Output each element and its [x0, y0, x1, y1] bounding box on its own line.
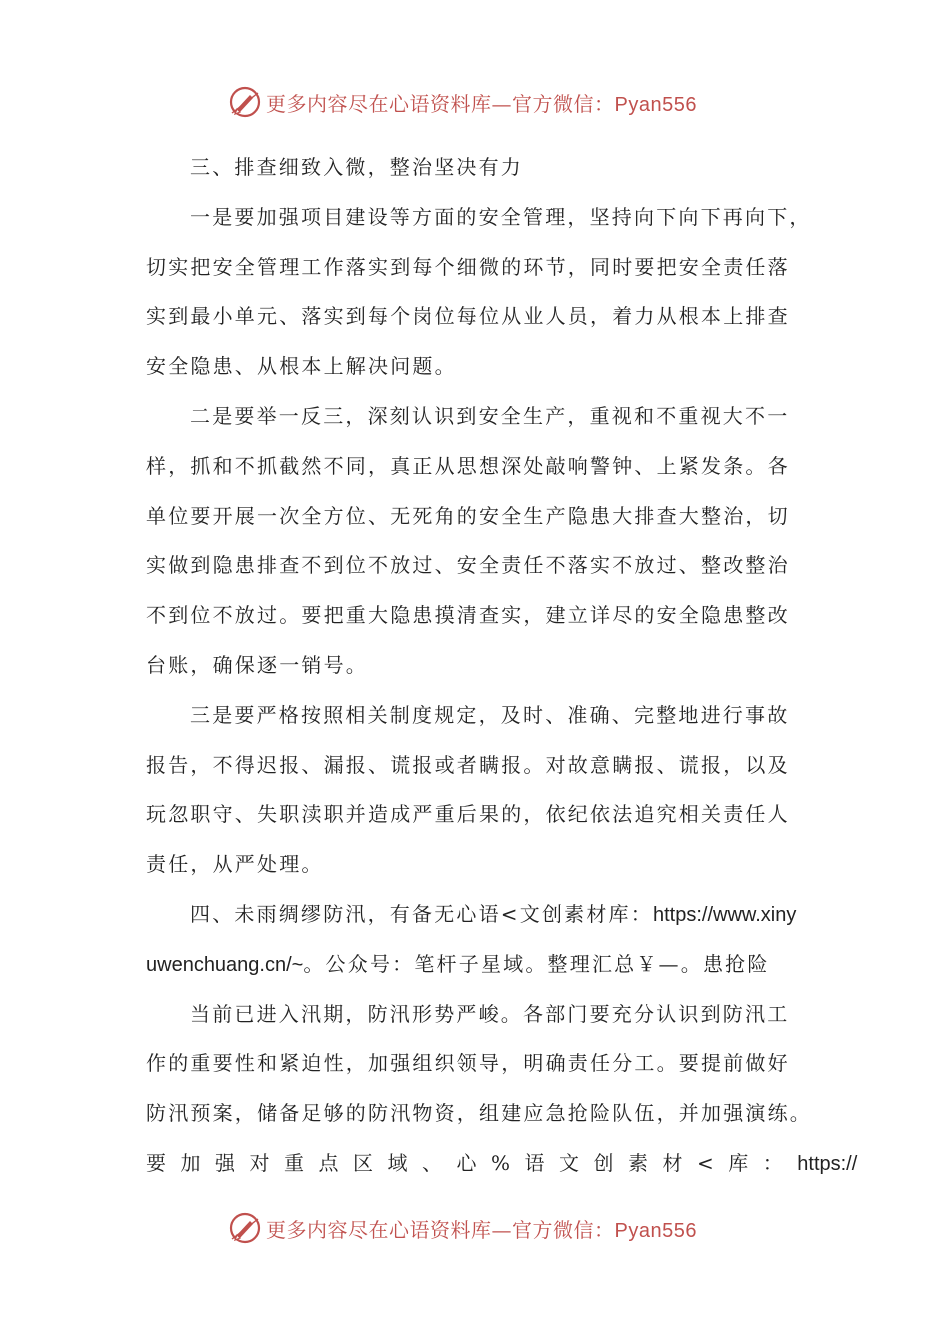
paragraph-line: 作的重要性和紧迫性，加强组织领导，明确责任分工。要提前做好	[146, 1051, 790, 1076]
section-heading: 四、未雨绸缪防汛，有备无心语<文创素材库：https://www.xiny	[190, 901, 797, 926]
inline-url: https://www.xiny	[652, 903, 797, 926]
paragraph-line: 防汛预案，储备足够的防汛物资，组建应急抢险队伍，并加强演练。	[146, 1101, 812, 1126]
footer-banner	[228, 1208, 748, 1248]
paragraph-line: 当前已进入汛期，防汛形势严峻。各部门要充分认识到防汛工	[190, 1001, 790, 1026]
paragraph-line: 样，抓和不抓截然不同，真正从思想深处敲响警钟、上紧发条。各	[146, 453, 790, 478]
paragraph-line: 不到位不放过。要把重大隐患摸清查实，建立详尽的安全隐患整改	[146, 603, 790, 628]
paragraph-line: 安全隐患、从根本上解决问题。	[146, 354, 457, 379]
paragraph-line: 三是要严格按照相关制度规定，及时、准确、完整地进行事故	[190, 702, 790, 727]
paragraph-line: 报告，不得迟报、漏报、谎报或者瞒报。对故意瞒报、谎报，以及	[146, 752, 790, 777]
inline-url: uwenchuang.cn/~	[146, 953, 304, 976]
paragraph-line: 二是要举一反三，深刻认识到安全生产，重视和不重视大不一	[190, 403, 790, 428]
paragraph-line: 实做到隐患排查不到位不放过、安全责任不落实不放过、整改整治	[146, 553, 790, 578]
paragraph-line: 一是要加强项目建设等方面的安全管理，坚持向下向下再向下，	[190, 204, 812, 229]
paragraph-line: 单位要开展一次全方位、无死角的安全生产隐患大排查大整治，切	[146, 503, 790, 528]
paragraph-line: 实到最小单元、落实到每个岗位每位从业人员，着力从根本上排查	[146, 304, 790, 329]
header-banner	[228, 82, 748, 122]
inline-url: https://	[797, 1152, 858, 1175]
pen-logo-icon	[228, 85, 262, 119]
banner-text: 更多内容尽在心语资料库—官方微信：Pyan556	[266, 91, 697, 116]
section-heading: 三、排查细致入微，整治坚决有力	[190, 155, 523, 179]
wechat-id: Pyan556	[614, 93, 697, 116]
document-body	[146, 143, 858, 1189]
paragraph-line: 切实把安全管理工作落实到每个细微的环节，同时要把安全责任落	[146, 254, 790, 279]
paragraph-line: uwenchuang.cn/~。公众号：笔杆子星域。整理汇总￥—。患抢险	[146, 951, 770, 976]
pen-logo-icon	[228, 1211, 262, 1245]
paragraph-line: 责任，从严处理。	[146, 852, 324, 877]
wechat-id: Pyan556	[614, 1219, 697, 1242]
paragraph-line: 玩忽职守、失职渎职并造成严重后果的，依纪依法追究相关责任人	[146, 802, 790, 827]
paragraph-line: 要加强对重点区域、心%语文创素材<库：https://	[146, 1150, 858, 1175]
paragraph-line: 台账，确保逐一销号。	[146, 652, 368, 677]
banner-text: 更多内容尽在心语资料库—官方微信：Pyan556	[266, 1217, 697, 1242]
